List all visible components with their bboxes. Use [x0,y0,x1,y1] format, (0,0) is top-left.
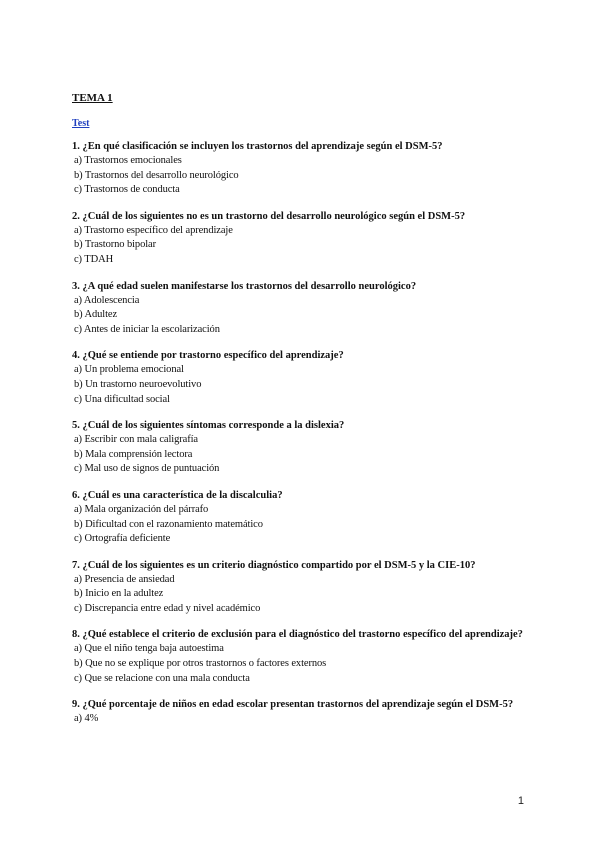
option-b: b) Trastornos del desarrollo neurológico [74,169,239,181]
option-c: c) Antes de iniciar la escolarización [74,323,220,335]
options-list [72,503,532,547]
option-c: c) Discrepancia entre edad y nivel académico [74,602,261,614]
option-a: a) Trastornos emocionales [74,155,182,166]
question-9 [72,698,532,727]
question-3 [72,280,532,338]
question-2 [72,210,532,268]
test-link[interactable]: Test [72,118,90,129]
question-title: 6. ¿Cuál es una característica de la discalculia? [72,489,283,501]
question-title: 2. ¿Cuál de los siguientes no es un trastorno del desarrollo neurológico según el DSM-5? [72,210,466,222]
question-7 [72,559,532,617]
options-list [72,363,532,407]
option-b: b) Inicio en la adultez [74,588,164,600]
question-5 [72,419,532,477]
section-title: TEMA 1 [72,92,113,104]
question-title: 4. ¿Qué se entiende por trastorno específico del aprendizaje? [72,350,344,362]
question-1 [72,140,532,198]
options-list [72,154,532,198]
option-c: c) Que se relacione con una mala conducta [74,672,250,684]
option-b: b) Adultez [74,309,118,321]
page-number: 1 [517,795,524,807]
question-title: 5. ¿Cuál de los siguientes síntomas corresponde a la dislexia? [72,420,345,432]
question-title: 9. ¿Qué porcentaje de niños en edad escolar presentan trastornos del aprendizaje según el DSM-5? [72,699,514,711]
option-a: a) 4% [74,713,99,725]
options-list [72,224,532,268]
question-title: 1. ¿En qué clasificación se incluyen los trastornos del aprendizaje según el DSM-5? [72,141,443,152]
option-c: c) Trastornos de conducta [74,184,180,196]
question-title: 8. ¿Qué establece el criterio de exclusión para el diagnóstico del trastorno específico del aprendizaje? [72,629,523,641]
option-a: a) Que el niño tenga baja autoestima [74,643,224,655]
option-c: c) Mal uso de signos de puntuación [74,463,220,475]
option-b: b) Trastorno bipolar [74,239,157,251]
option-b: b) Que no se explique por otros trastornos o factores externos [74,658,327,670]
question-8 [72,628,532,686]
question-6 [72,489,532,547]
options-list [72,573,532,617]
option-c: c) Una dificultad social [74,393,170,405]
option-c: c) TDAH [74,253,114,265]
option-b: b) Mala comprensión lectora [74,448,193,460]
option-a: a) Presencia de ansiedad [74,573,175,585]
options-list [72,712,532,727]
options-list [72,294,532,338]
options-list [72,433,532,477]
question-4 [72,349,532,407]
options-list [72,642,532,686]
option-a: a) Adolescencia [74,294,140,306]
option-a: a) Trastorno específico del aprendizaje [74,224,233,236]
option-a: a) Escribir con mala caligrafía [74,434,198,446]
option-a: a) Mala organización del párrafo [74,503,209,515]
question-title: 3. ¿A qué edad suelen manifestarse los trastornos del desarrollo neurológico? [72,280,417,292]
question-title: 7. ¿Cuál de los siguientes es un criterio diagnóstico compartido por el DSM-5 y la CIE-10? [72,559,476,571]
option-a: a) Un problema emocional [74,364,184,376]
document-page [72,91,532,739]
option-c: c) Ortografía deficiente [74,533,171,545]
option-b: b) Dificultad con el razonamiento matemático [74,518,263,530]
option-b: b) Un trastorno neuroevolutivo [74,378,202,390]
